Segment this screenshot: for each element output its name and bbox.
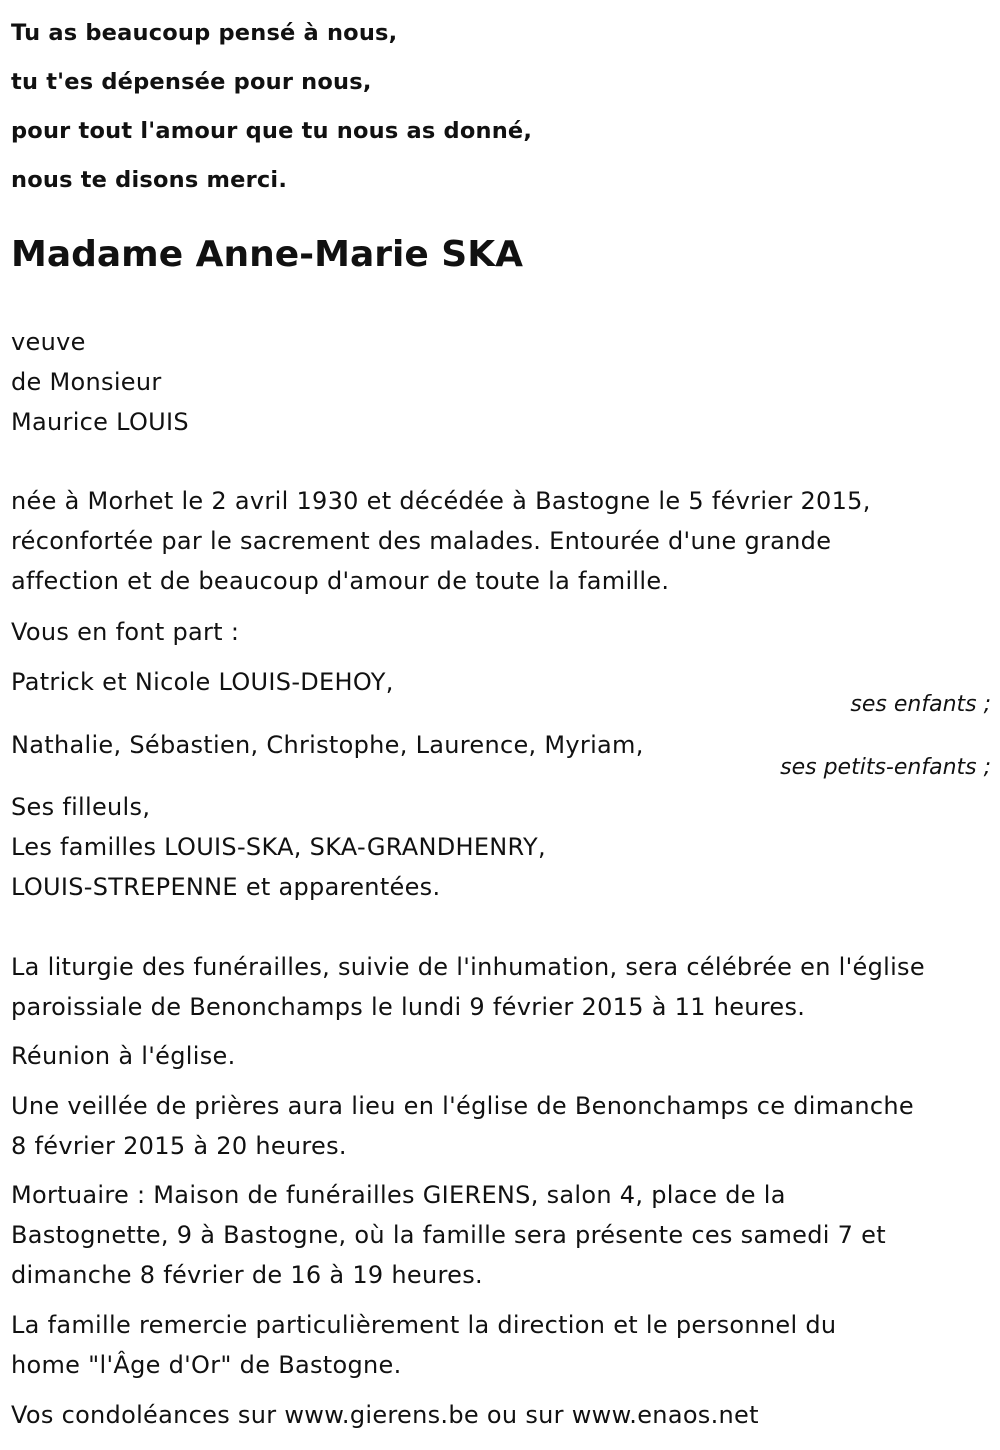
meeting-info: Réunion à l'église. [11,1042,236,1070]
funeral-line-2: paroissiale de Benonchamps le lundi 9 février 2015 à 11 heures. [11,993,806,1021]
other-family-line-2: Les familles LOUIS-SKA, SKA-GRANDHENRY, [11,833,546,861]
children-names: Patrick et Nicole LOUIS-DEHOY, [11,668,394,696]
spouse-line-3: Maurice LOUIS [11,408,189,436]
mortuary-line-3: dimanche 8 février de 16 à 19 heures. [11,1261,483,1289]
poem-line-1: Tu as beaucoup pensé à nous, [11,20,398,46]
thanks-line-2: home "l'Âge d'Or" de Bastogne. [11,1351,402,1379]
funeral-info [11,947,991,1027]
mortuary-info [11,1175,991,1295]
spouse-line-1: veuve [11,328,86,356]
vigil-line-1: Une veillée de prières aura lieu en l'église de Benonchamps ce dimanche [11,1092,914,1120]
opening-poem [11,9,532,205]
grandchildren-names: Nathalie, Sébastien, Christophe, Laurence, Myriam, [11,731,644,759]
birth-death-line-3: affection et de beaucoup d'amour de toute la famille. [11,567,670,595]
spouse-line-2: de Monsieur [11,368,162,396]
vigil-info [11,1086,991,1166]
birth-death-info [11,481,991,601]
thanks-info [11,1305,991,1385]
spouse-info [11,322,991,442]
announcement-intro: Vous en font part : [11,618,240,646]
thanks-line-1: La famille remercie particulièrement la direction et le personnel du [11,1311,837,1339]
children-role: ses enfants ; [850,692,991,717]
birth-death-line-1: née à Morhet le 2 avril 1930 et décédée à Bastogne le 5 février 2015, [11,487,871,515]
poem-line-4: nous te disons merci. [11,167,288,193]
mortuary-line-2: Bastognette, 9 à Bastogne, où la famille sera présente ces samedi 7 et [11,1221,886,1249]
grandchildren-role: ses petits-enfants ; [780,755,991,780]
other-family-line-3: LOUIS-STREPENNE et apparentées. [11,873,441,901]
vigil-line-2: 8 février 2015 à 20 heures. [11,1132,347,1160]
other-family [11,787,991,907]
birth-death-line-2: réconfortée par le sacrement des malades. Entourée d'une grande [11,527,832,555]
funeral-line-1: La liturgie des funérailles, suivie de l'inhumation, sera célébrée en l'église [11,953,925,981]
deceased-name: Madame Anne-Marie SKA [11,234,523,275]
poem-line-3: pour tout l'amour que tu nous as donné, [11,118,533,144]
poem-line-2: tu t'es dépensée pour nous, [11,69,372,95]
condolences-info: Vos condoléances sur www.gierens.be ou sur www.enaos.net [11,1401,759,1429]
mortuary-line-1: Mortuaire : Maison de funérailles GIERENS, salon 4, place de la [11,1181,786,1209]
other-family-line-1: Ses filleuls, [11,793,151,821]
